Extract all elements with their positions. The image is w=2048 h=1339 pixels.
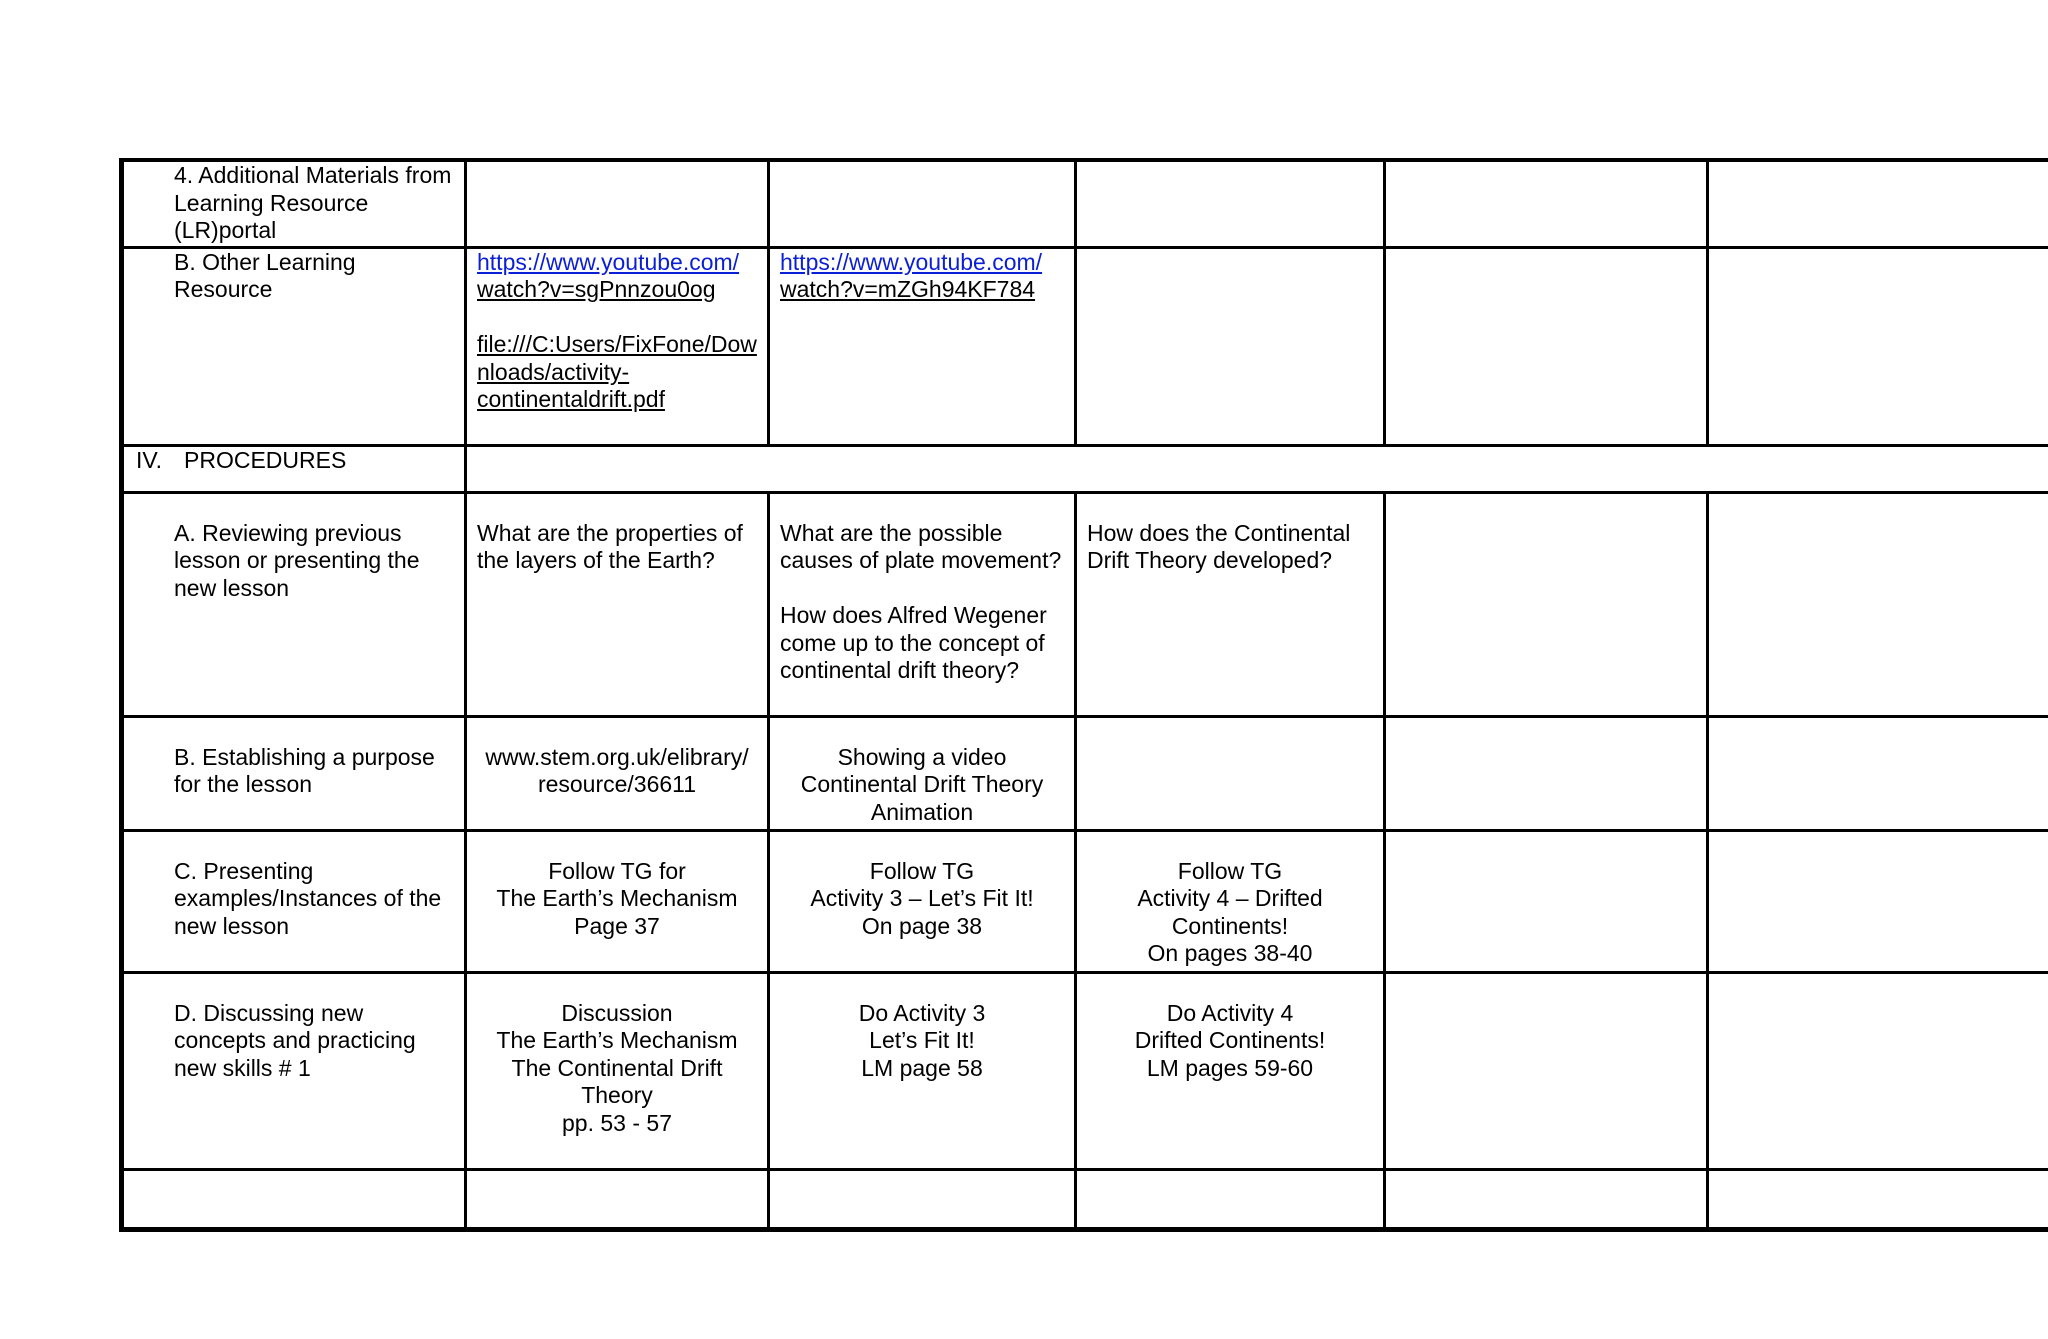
purpose-label: B. Establishing a purpose for the lesson bbox=[122, 716, 466, 830]
cell-day4 bbox=[1385, 492, 1708, 716]
presenting-day1 bbox=[466, 830, 769, 972]
presenting-day1-line: Page 37 bbox=[574, 912, 660, 939]
cell-day4 bbox=[1385, 160, 1708, 247]
discussing-day1-line: Discussion bbox=[561, 999, 673, 1026]
reviewing-day1: What are the properties of the layers of the Earth? bbox=[466, 492, 769, 716]
pdf-file-link[interactable]: file:///C:Users/FixFone/Downloads/activity-continentaldrift.pdf bbox=[477, 331, 757, 412]
link-line: https://www.youtube.com/ bbox=[780, 248, 1043, 275]
discussing-day1-line: The Continental Drift Theory bbox=[511, 1054, 723, 1108]
discussing-day2-line: LM page 58 bbox=[861, 1054, 983, 1081]
discussing-day1-line: pp. 53 - 57 bbox=[562, 1109, 672, 1136]
reviewing-label: A. Reviewing previous lesson or presenting the new lesson bbox=[122, 492, 466, 716]
row-reviewing bbox=[122, 492, 2048, 716]
purpose-day2 bbox=[769, 716, 1076, 830]
reviewing-day2-question1: What are the possible causes of plate movement? bbox=[780, 519, 1062, 573]
cell-day5 bbox=[1708, 830, 2048, 972]
row-procedures bbox=[122, 445, 2048, 492]
cell-day3 bbox=[1076, 160, 1385, 247]
procedures-numeral: IV. bbox=[136, 446, 163, 473]
procedures-span-cell bbox=[466, 445, 2048, 492]
cell-day4 bbox=[1385, 716, 1708, 830]
row-presenting bbox=[122, 830, 2048, 972]
cell-day1 bbox=[466, 1169, 769, 1229]
presenting-day1-line: Follow TG for bbox=[548, 857, 686, 884]
cell-day3 bbox=[1076, 716, 1385, 830]
discussing-day1 bbox=[466, 972, 769, 1169]
cell-day4 bbox=[1385, 830, 1708, 972]
cell-day5 bbox=[1708, 492, 2048, 716]
discussing-day3-line: Do Activity 4 bbox=[1166, 999, 1294, 1026]
row-additional-materials bbox=[122, 160, 2048, 247]
cell-day3 bbox=[1076, 247, 1385, 445]
link-line: https://www.youtube.com/ bbox=[477, 248, 740, 275]
purpose-day1-line: resource/36611 bbox=[537, 771, 697, 797]
youtube-link-day2[interactable] bbox=[780, 249, 1042, 275]
row-purpose bbox=[122, 716, 2048, 830]
presenting-day2-line: Activity 3 – Let’s Fit It! bbox=[810, 885, 1034, 911]
presenting-day2-line: On page 38 bbox=[861, 912, 983, 939]
purpose-day1 bbox=[466, 716, 769, 830]
lesson-plan-table bbox=[119, 158, 2048, 1232]
discussing-day2-line: Let’s Fit It! bbox=[869, 1027, 975, 1053]
row-other-learning-resource bbox=[122, 247, 2048, 445]
cell-day4 bbox=[1385, 247, 1708, 445]
discussing-day2-line: Do Activity 3 bbox=[858, 999, 986, 1026]
presenting-day1-line: The Earth’s Mechanism bbox=[496, 885, 738, 911]
cell-day5 bbox=[1708, 160, 2048, 247]
cell-day2 bbox=[769, 160, 1076, 247]
discussing-day1-line: The Earth’s Mechanism bbox=[496, 1027, 738, 1053]
cell-day5 bbox=[1708, 972, 2048, 1169]
purpose-day1-line: www.stem.org.uk/elibrary/ bbox=[485, 743, 749, 770]
discussing-day3-line: Drifted Continents! bbox=[1134, 1027, 1326, 1053]
other-learning-label: B. Other Learning Resource bbox=[122, 247, 466, 445]
cell-day5 bbox=[1708, 1169, 2048, 1229]
reviewing-day2 bbox=[769, 492, 1076, 716]
presenting-day3-line: On pages 38-40 bbox=[1147, 940, 1313, 966]
presenting-day3-line: Activity 4 – Drifted Continents! bbox=[1137, 885, 1323, 939]
reviewing-day3: How does the Continental Drift Theory developed? bbox=[1076, 492, 1385, 716]
procedures-label: PROCEDURES bbox=[184, 446, 347, 473]
cell-day4 bbox=[1385, 1169, 1708, 1229]
cell-day1 bbox=[466, 247, 769, 445]
cell-day5 bbox=[1708, 716, 2048, 830]
cell-day1 bbox=[466, 160, 769, 247]
row-empty bbox=[122, 1169, 2048, 1229]
reviewing-day2-question2: How does Alfred Wegener come up to the concept of continental drift theory? bbox=[780, 602, 1047, 683]
discussing-day2 bbox=[769, 972, 1076, 1169]
procedures-heading bbox=[122, 445, 466, 492]
discussing-label: D. Discussing new concepts and practicing new skills # 1 bbox=[122, 972, 466, 1169]
youtube-link-day1[interactable] bbox=[477, 249, 739, 275]
additional-materials-label: 4. Additional Materials from Learning Resource (LR)portal bbox=[122, 160, 466, 247]
cell-day2 bbox=[769, 247, 1076, 445]
purpose-day2-line: Continental Drift Theory Animation bbox=[800, 771, 1044, 825]
youtube-link-day2-cont[interactable]: watch?v=mZGh94KF784 bbox=[780, 276, 1036, 302]
presenting-day2 bbox=[769, 830, 1076, 972]
cell-day3 bbox=[1076, 1169, 1385, 1229]
cell-day2 bbox=[769, 1169, 1076, 1229]
presenting-day2-line: Follow TG bbox=[869, 857, 975, 884]
cell-day5 bbox=[1708, 247, 2048, 445]
presenting-day3-line: Follow TG bbox=[1177, 857, 1283, 884]
purpose-day2-line: Showing a video bbox=[837, 743, 1007, 770]
discussing-day3-line: LM pages 59-60 bbox=[1146, 1054, 1314, 1081]
presenting-label: C. Presenting examples/Instances of the new lesson bbox=[122, 830, 466, 972]
youtube-link-day1-cont[interactable]: watch?v=sgPnnzou0og bbox=[477, 276, 716, 302]
cell-day4 bbox=[1385, 972, 1708, 1169]
cell-label bbox=[122, 1169, 466, 1229]
presenting-day3 bbox=[1076, 830, 1385, 972]
discussing-day3 bbox=[1076, 972, 1385, 1169]
row-discussing bbox=[122, 972, 2048, 1169]
